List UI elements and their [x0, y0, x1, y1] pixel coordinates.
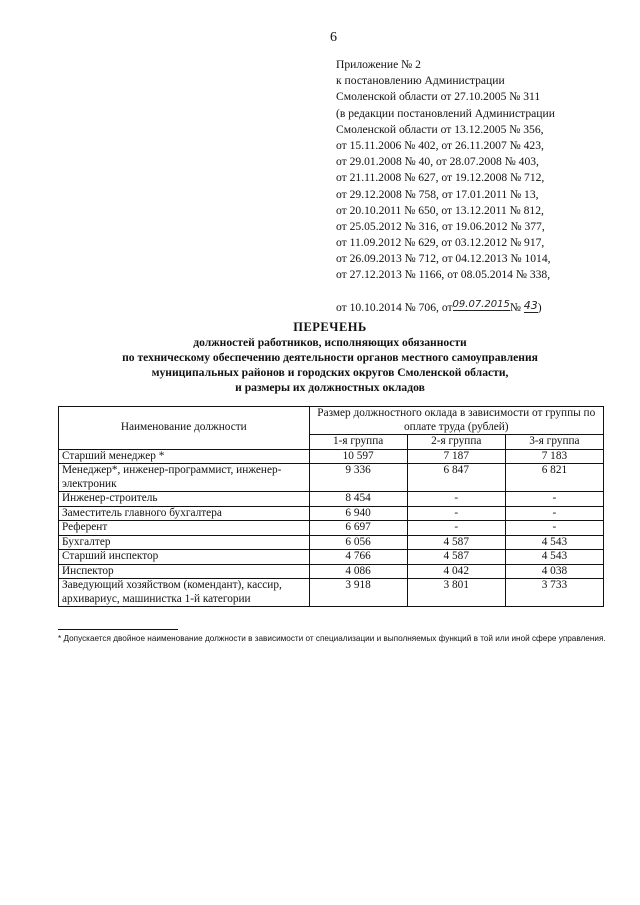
appendix-line: от 26.09.2013 № 712, от 04.12.2013 № 1014, — [336, 252, 551, 266]
appendix-line: от 15.11.2006 № 402, от 26.11.2007 № 423, — [336, 138, 544, 152]
salary-group-1: 3 918 — [309, 579, 407, 607]
salary-group-1: 4 086 — [309, 564, 407, 579]
salary-group-3: - — [505, 492, 603, 507]
appendix-last-line-suffix: ) — [537, 300, 542, 314]
salary-group-1: 10 597 — [309, 449, 407, 464]
salary-group-2: 4 587 — [407, 535, 505, 550]
salary-group-2: 4 042 — [407, 564, 505, 579]
appendix-line: к постановлению Администрации — [336, 74, 505, 88]
appendix-line: от 21.11.2008 № 627, от 19.12.2008 № 712, — [336, 171, 545, 185]
position-name: Старший инспектор — [59, 550, 310, 565]
position-name: Инженер-строитель — [59, 492, 310, 507]
header-group-3: 3-я группа — [505, 435, 603, 450]
table-row — [59, 535, 604, 550]
table-header-row — [59, 407, 604, 435]
salary-group-2: - — [407, 521, 505, 536]
salary-group-1: 6 697 — [309, 521, 407, 536]
salary-group-2: 7 187 — [407, 449, 505, 464]
table-row — [59, 564, 604, 579]
salary-group-3: 3 733 — [505, 579, 603, 607]
position-name: Заведующий хозяйством (комендант), кассир, архивариус, машинистка 1-й категории — [59, 579, 310, 607]
position-name: Менеджер*, инженер-программист, инженер-электроник — [59, 464, 310, 492]
appendix-last-line-no: № — [509, 300, 521, 314]
salary-group-3: 4 543 — [505, 550, 603, 565]
appendix-line: Смоленской области от 13.12.2005 № 356, — [336, 122, 544, 136]
title-line: муниципальных районов и городских округов Смоленской области, — [151, 366, 509, 379]
title-line: по техническому обеспечению деятельности органов местного самоуправления — [122, 351, 538, 364]
appendix-line: Приложение № 2 — [336, 58, 421, 71]
header-position-name: Наименование должности — [59, 407, 310, 450]
salary-group-3: 4 543 — [505, 535, 603, 550]
appendix-line — [336, 284, 632, 300]
table-row — [59, 449, 604, 464]
table-row — [59, 550, 604, 565]
salary-group-1: 9 336 — [309, 464, 407, 492]
header-group-1: 1-я группа — [309, 435, 407, 450]
appendix-line: от 20.10.2011 № 650, от 13.12.2011 № 812, — [336, 203, 544, 217]
appendix-line: от 25.05.2012 № 316, от 19.06.2012 № 377, — [336, 219, 545, 233]
document-title — [40, 320, 620, 395]
position-name: Бухгалтер — [59, 535, 310, 550]
salary-group-1: 8 454 — [309, 492, 407, 507]
salary-group-3: 4 038 — [505, 564, 603, 579]
footnote-divider — [58, 629, 178, 630]
table-row — [59, 521, 604, 536]
appendix-line: от 29.01.2008 № 40, от 28.07.2008 № 403, — [336, 155, 539, 169]
salary-group-2: 4 587 — [407, 550, 505, 565]
position-name: Старший менеджер * — [59, 449, 310, 464]
appendix-line: от 29.12.2008 № 758, от 17.01.2011 № 13, — [336, 187, 539, 201]
salary-group-1: 6 940 — [309, 506, 407, 521]
table-row — [59, 492, 604, 507]
appendix-last-line-prefix: от 10.10.2014 № 706, от — [336, 300, 453, 314]
header-salary-size: Размер должностного оклада в зависимости от группы по оплате труда (рублей) — [309, 407, 603, 435]
title-line: ПЕРЕЧЕНЬ — [293, 320, 367, 334]
salary-group-3: - — [505, 506, 603, 521]
salary-group-1: 4 766 — [309, 550, 407, 565]
appendix-last-line — [336, 300, 632, 316]
appendix-header — [336, 57, 632, 316]
salary-group-2: - — [407, 492, 505, 507]
table-row — [59, 506, 604, 521]
title-line: и размеры их должностных окладов — [235, 381, 425, 394]
salary-group-3: 7 183 — [505, 449, 603, 464]
header-group-2: 2-я группа — [407, 435, 505, 450]
salary-group-2: - — [407, 506, 505, 521]
table-row — [59, 579, 604, 607]
title-line: должностей работников, исполняющих обязанности — [193, 336, 467, 349]
salary-table — [58, 406, 604, 607]
salary-group-2: 3 801 — [407, 579, 505, 607]
page-number: 6 — [330, 30, 337, 45]
salary-group-1: 6 056 — [309, 535, 407, 550]
position-name: Инспектор — [59, 564, 310, 579]
appendix-line: Смоленской области от 27.10.2005 № 311 — [336, 90, 541, 104]
appendix-line: (в редакции постановлений Администрации — [336, 106, 555, 120]
appendix-line: от 11.09.2012 № 629, от 03.12.2012 № 917, — [336, 236, 545, 250]
salary-group-3: - — [505, 521, 603, 536]
position-name: Заместитель главного бухгалтера — [59, 506, 310, 521]
table-row — [59, 464, 604, 492]
handwritten-date: 09.07.2015 — [452, 298, 510, 310]
appendix-line: от 27.12.2013 № 1166, от 08.05.2014 № 338, — [336, 268, 551, 282]
salary-group-3: 6 821 — [505, 464, 603, 492]
handwritten-number: 43 — [523, 298, 538, 312]
salary-group-2: 6 847 — [407, 464, 505, 492]
footnote: * Допускается двойное наименование должности в зависимости от специализации и выполняемых функций в той или иной сфере управления. — [58, 634, 606, 643]
position-name: Референт — [59, 521, 310, 536]
